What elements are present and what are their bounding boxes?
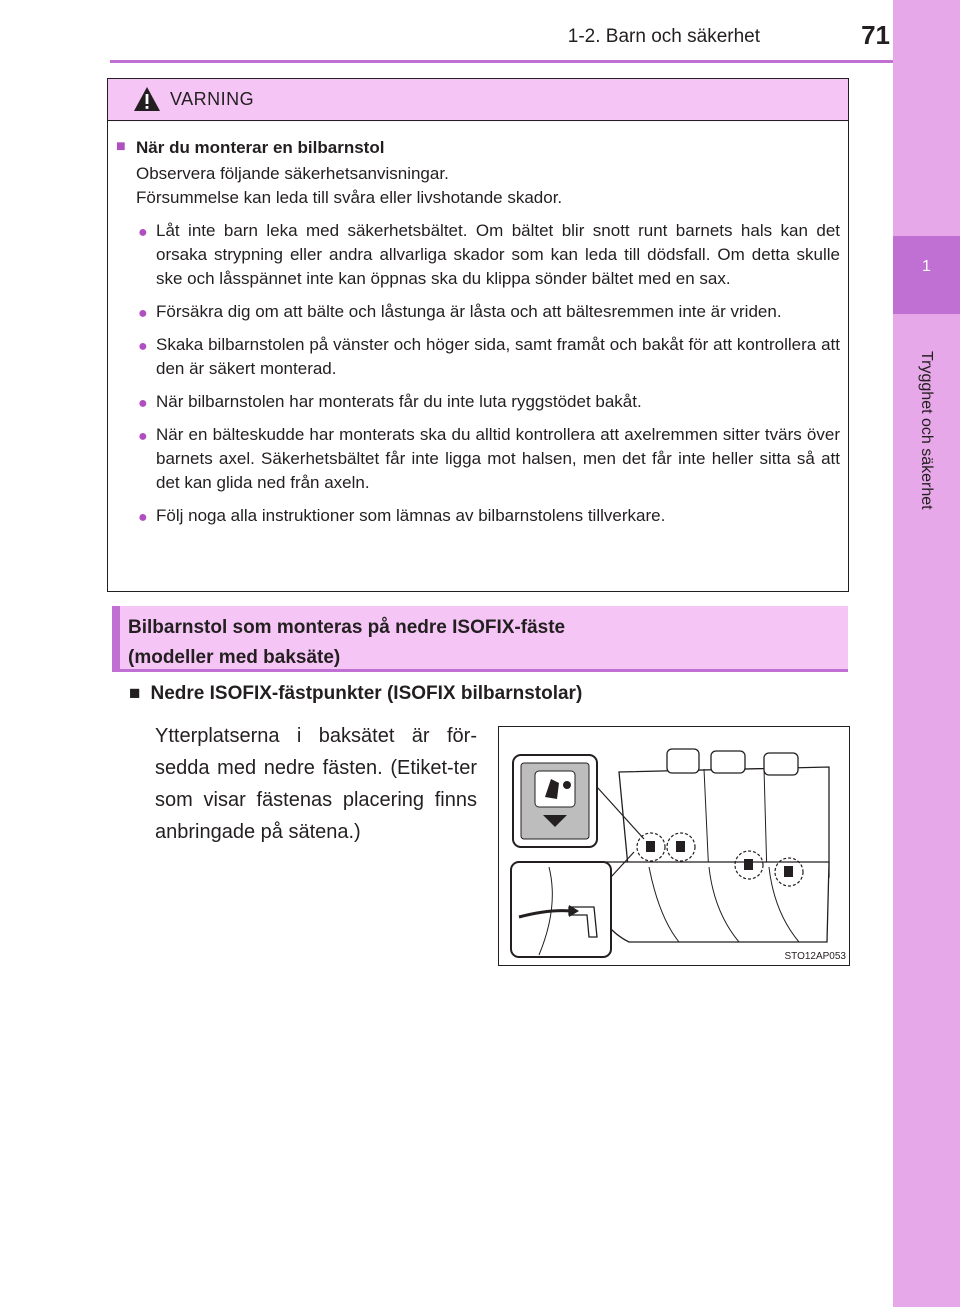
warning-bullet-text: När bilbarnstolen har monterats får du inte luta ryggstödet bakåt. <box>156 392 642 411</box>
square-bullet-icon: ■ <box>129 683 141 704</box>
section-heading-accent <box>112 606 120 670</box>
bullet-dot-icon: ● <box>138 305 148 322</box>
section-title-line-1: Bilbarnstol som monteras på nedre ISOFIX-fäste <box>128 617 566 638</box>
header-rule <box>110 60 893 63</box>
warning-bullet <box>116 219 840 291</box>
warning-bullet <box>116 300 840 324</box>
subsection-heading <box>129 683 582 705</box>
section-title-line-2: (modeller med baksäte) <box>128 647 341 668</box>
bullet-dot-icon: ● <box>138 509 148 526</box>
side-tab-chapter-number: 1 <box>922 258 931 275</box>
warning-title: VARNING <box>170 89 255 109</box>
page-number: 71 <box>861 20 890 50</box>
warning-intro-line-2: Försummelse kan leda till svåra eller livshotande skador. <box>136 188 563 207</box>
warning-bullet <box>116 333 840 381</box>
warning-subheading: ■ När du monterar en bilbarnstol <box>116 138 840 158</box>
warning-box <box>107 78 849 592</box>
warning-bullet <box>116 423 840 495</box>
warning-bullet-text: Försäkra dig om att bälte och låstunga är låsta och att bältesremmen inte är vriden. <box>156 302 782 321</box>
warning-header <box>108 79 848 121</box>
subsection-heading-text: Nedre ISOFIX-fästpunkter (ISOFIX bilbarnstolar) <box>150 683 583 704</box>
warning-bullet-text: När en bälteskudde har monterats ska du alltid kontrollera att axelremmen sitter tvärs över barnets axel. Säkerhetsbältet får inte ligga mot halsen, men det får inte heller sitta så att det kan glida ned från axeln. <box>156 425 840 492</box>
warning-triangle-icon <box>133 86 161 112</box>
rear-seat-drawing <box>499 727 849 965</box>
warning-intro-line-1: Observera följande säkerhetsanvisningar. <box>136 164 449 183</box>
warning-bullet <box>116 504 840 528</box>
isofix-seat-illustration <box>498 726 850 966</box>
warning-bullet-text: Följ noga alla instruktioner som lämnas av bilbarnstolens tillverkare. <box>156 506 666 525</box>
warning-bullet-text: Skaka bilbarnstolen på vänster och höger sida, samt framåt och bakåt för att kontrollera att den är säkert monterad. <box>156 335 840 378</box>
side-tab <box>893 0 960 1307</box>
figure-caption: STO12AP053 <box>784 951 846 962</box>
bullet-dot-icon: ● <box>138 224 148 241</box>
header-section-title: 1-2. Barn och säkerhet <box>567 26 760 47</box>
warning-body <box>108 122 848 591</box>
section-title <box>128 613 565 673</box>
warning-bullet-text: Låt inte barn leka med säkerhetsbältet. Om bältet blir snott runt barnets hals kan det orsaka strypning eller andra allvarliga skador som kan leda till dödsfall. Om detta skulle ske och låsspännet inte kan öppnas ska du klippa sönder bältet med en sax. <box>156 221 840 288</box>
body-paragraph: Ytterplatserna i baksätet är för-sedda med nedre fästen. (Etiket-ter som visar fästenas placering finns anbringade på sätena.) <box>155 725 477 843</box>
warning-bullet <box>116 390 840 414</box>
bullet-dot-icon: ● <box>138 338 148 355</box>
warning-intro <box>116 162 840 210</box>
bullet-dot-icon: ● <box>138 395 148 412</box>
bullet-dot-icon: ● <box>138 428 148 445</box>
side-tab-chapter-title: Trygghet och säkerhet <box>918 350 935 510</box>
